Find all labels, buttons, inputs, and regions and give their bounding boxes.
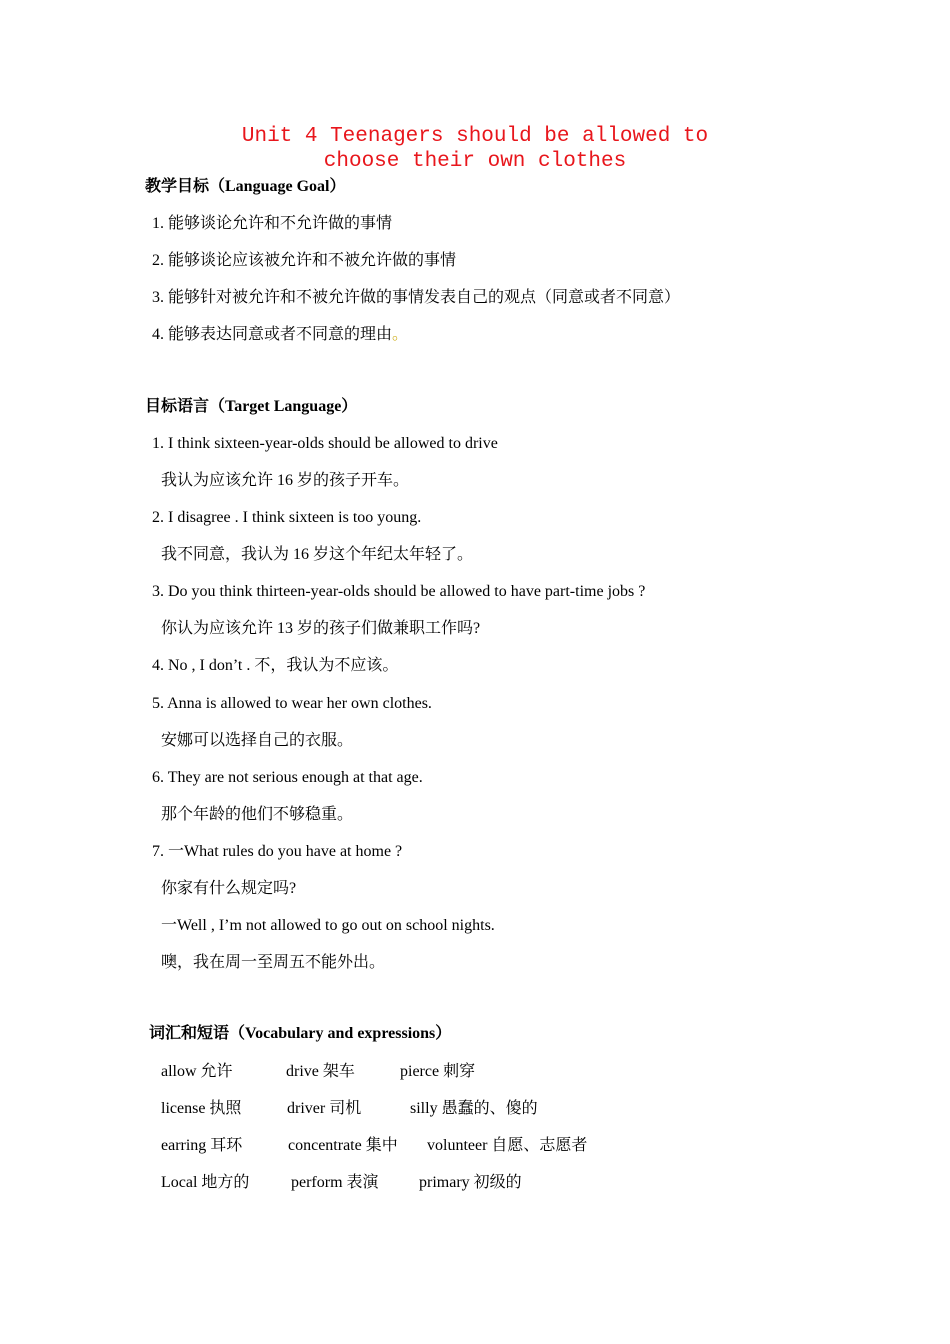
target-language-line: 7. 一What rules do you have at home ? <box>152 843 403 860</box>
vocab-entry: silly 愚蠢的、傻的 <box>410 1100 538 1117</box>
vocab-entry: Local 地方的 <box>161 1174 250 1191</box>
vocab-entry: volunteer 自愿、志愿者 <box>427 1137 588 1154</box>
language-goal-item: 4. 能够表达同意或者不同意的理由。 <box>152 326 409 343</box>
language-goal-item: 1. 能够谈论允许和不允许做的事情 <box>152 215 393 232</box>
target-language-translation: 噢，我在周一至周五不能外出。 <box>161 954 386 971</box>
target-language-translation: 安娜可以选择自己的衣服。 <box>161 732 354 749</box>
vocab-entry: drive 架车 <box>286 1063 355 1080</box>
target-language-line: 6. They are not serious enough at that age. <box>152 769 423 786</box>
target-language-translation: 我不同意，我认为 16 岁这个年纪太年轻了。 <box>161 546 474 563</box>
target-language-translation: 我认为应该允许 16 岁的孩子开车。 <box>161 472 410 489</box>
target-language-line: 4. No , I don’t . 不，我认为不应该。 <box>152 657 399 674</box>
target-language-line: 3. Do you think thirteen-year-olds should be allowed to have part-time jobs ? <box>152 583 646 600</box>
target-language-translation: 那个年龄的他们不够稳重。 <box>161 806 354 823</box>
end-mark: 。 <box>392 326 409 343</box>
document-title <box>0 124 950 174</box>
vocab-entry: driver 司机 <box>287 1100 362 1117</box>
language-goal-heading: 教学目标（Language Goal） <box>145 178 346 195</box>
target-language-heading: 目标语言（Target Language） <box>145 398 358 415</box>
target-language-line: 2. I disagree . I think sixteen is too young. <box>152 509 422 526</box>
target-language-line: 一Well , I’m not allowed to go out on school nights. <box>161 917 495 934</box>
title-line-2: choose their own clothes <box>323 150 627 173</box>
vocab-entry: license 执照 <box>161 1100 242 1117</box>
vocab-entry: allow 允许 <box>161 1063 233 1080</box>
language-goal-item: 2. 能够谈论应该被允许和不被允许做的事情 <box>152 252 457 269</box>
language-goal-item: 3. 能够针对被允许和不被允许做的事情发表自己的观点（同意或者不同意） <box>152 289 681 306</box>
target-language-translation: 你家有什么规定吗? <box>161 880 297 897</box>
vocab-entry: primary 初级的 <box>419 1174 522 1191</box>
vocab-entry: earring 耳环 <box>161 1137 243 1154</box>
target-language-translation: 你认为应该允许 13 岁的孩子们做兼职工作吗? <box>161 620 481 637</box>
vocab-entry: perform 表演 <box>291 1174 379 1191</box>
target-language-line: 5. Anna is allowed to wear her own clothes. <box>152 695 432 712</box>
vocab-entry: concentrate 集中 <box>288 1137 398 1154</box>
vocabulary-heading: 词汇和短语（Vocabulary and expressions） <box>149 1025 452 1042</box>
target-language-line: 1. I think sixteen-year-olds should be allowed to drive <box>152 435 498 452</box>
title-line-1: Unit 4 Teenagers should be allowed to <box>241 125 709 148</box>
vocab-entry: pierce 刺穿 <box>400 1063 476 1080</box>
